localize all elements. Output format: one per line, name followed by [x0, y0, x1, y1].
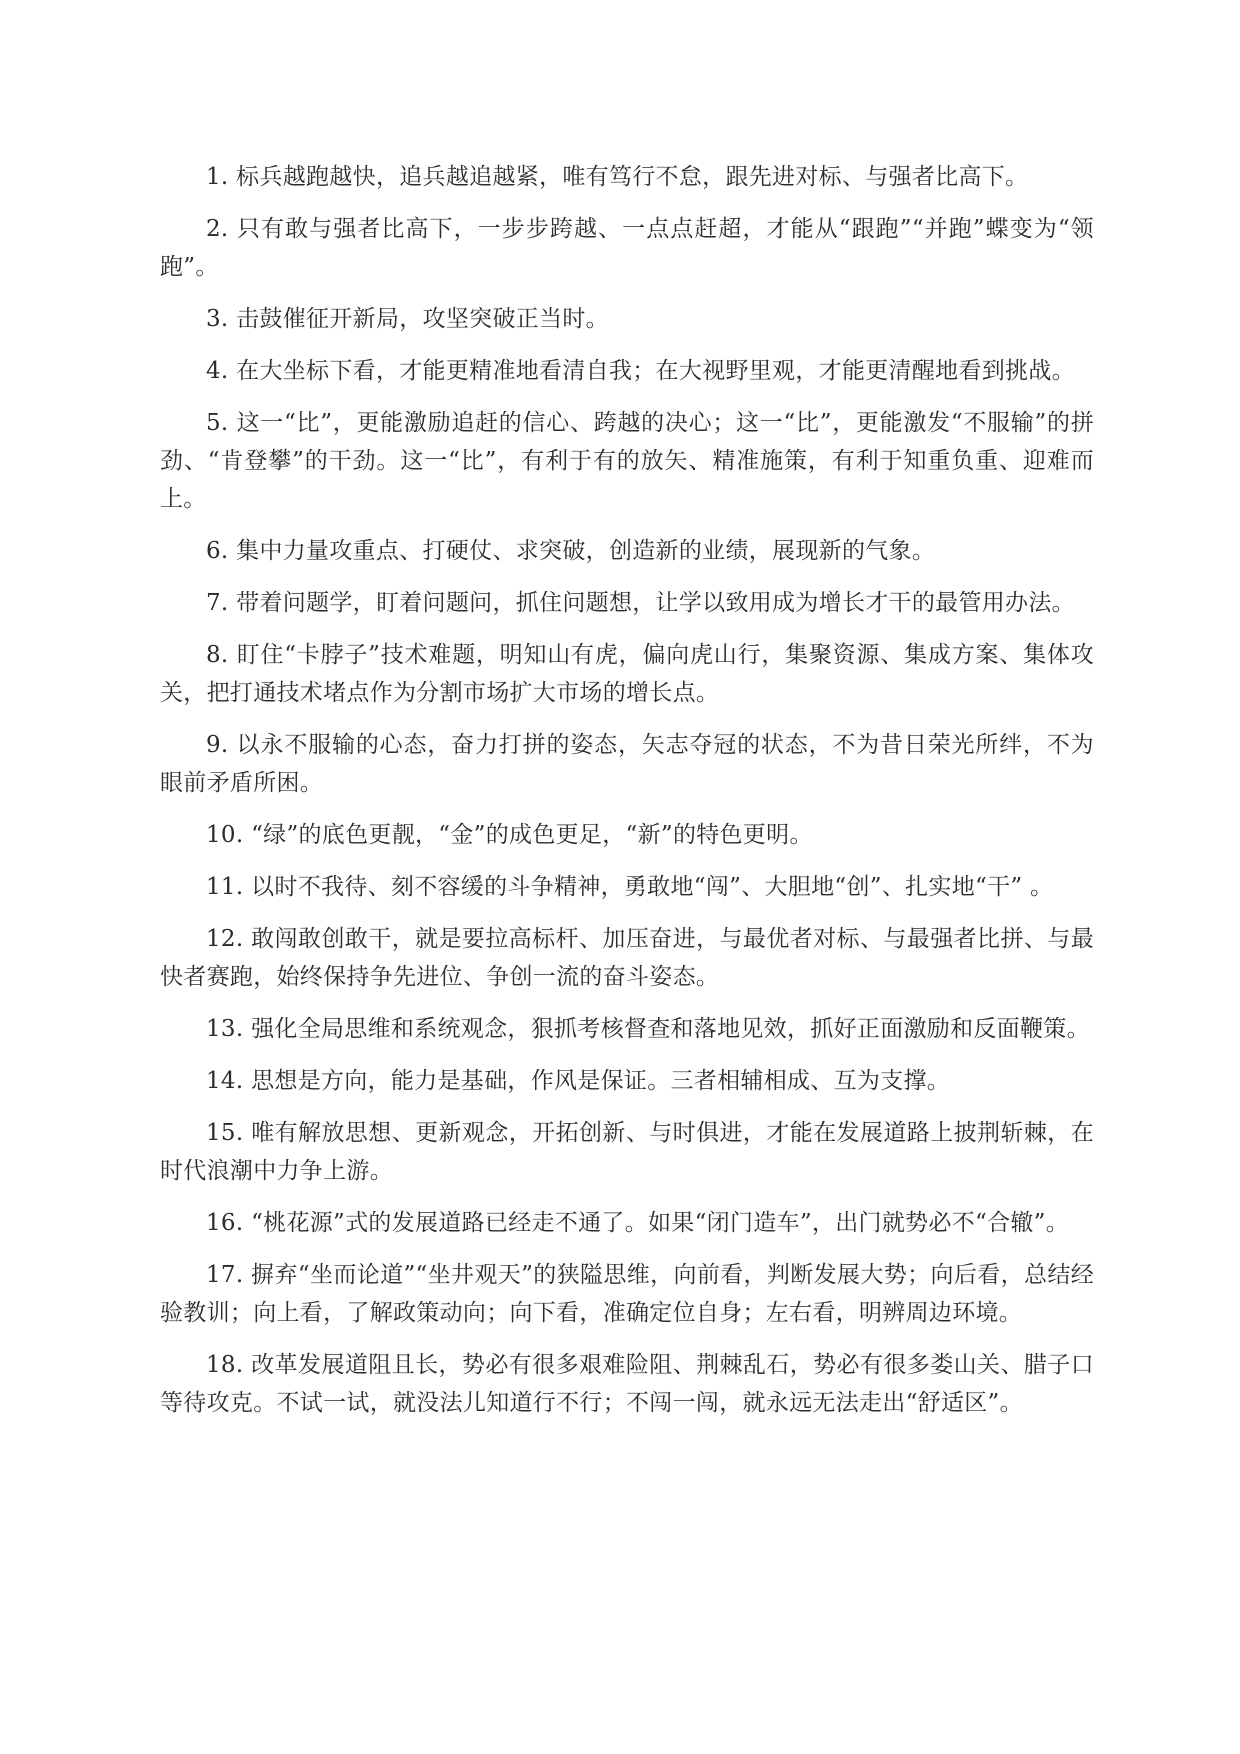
paragraph-17: 17. 摒弃“坐而论道”“坐井观天”的狭隘思维，向前看，判断发展大势；向后看，总结经验教训；向上看，了解政策动向；向下看，准确定位自身；左右看，明辨周边环境。 [160, 1262, 1094, 1326]
paragraph-9: 9. 以永不服输的心态，奋力打拼的姿态，矢志夺冠的状态，不为昔日荣光所绊，不为眼前矛盾所困。 [160, 732, 1094, 796]
paragraph-5: 5. 这一“比”，更能激励追赶的信心、跨越的决心；这一“比”，更能激发“不服输”的拼劲、“肯登攀”的干劲。这一“比”，有利于有的放矢、精准施策，有利于知重负重、迎难而上。 [160, 410, 1094, 512]
paragraph-10: 10. “绿”的底色更靓，“金”的成色更足，“新”的特色更明。 [206, 822, 813, 848]
paragraph-14: 14. 思想是方向，能力是基础，作风是保证。三者相辅相成、互为支撑。 [206, 1068, 951, 1094]
paragraph-18: 18. 改革发展道阻且长，势必有很多艰难险阻、荆棘乱石，势必有很多娄山关、腊子口等待攻克。不试一试，就没法儿知道行不行；不闯一闯，就永远无法走出“舒适区”。 [160, 1352, 1094, 1416]
paragraph-12: 12. 敢闯敢创敢干，就是要拉高标杆、加压奋进，与最优者对标、与最强者比拼、与最快者赛跑，始终保持争先进位、争创一流的奋斗姿态。 [160, 926, 1094, 990]
paragraph-15: 15. 唯有解放思想、更新观念，开拓创新、与时俱进，才能在发展道路上披荆斩棘，在时代浪潮中力争上游。 [160, 1120, 1094, 1184]
paragraph-7: 7. 带着问题学，盯着问题问，抓住问题想，让学以致用成为增长才干的最管用办法。 [206, 590, 1075, 616]
paragraph-4: 4. 在大坐标下看，才能更精准地看清自我；在大视野里观，才能更清醒地看到挑战。 [206, 358, 1075, 384]
paragraph-8: 8. 盯住“卡脖子”技术难题，明知山有虎，偏向虎山行，集聚资源、集成方案、集体攻关，把打通技术堵点作为分割市场扩大市场的增长点。 [160, 642, 1094, 706]
paragraph-2: 2. 只有敢与强者比高下，一步步跨越、一点点赶超，才能从“跟跑”“并跑”蝶变为“领跑”。 [160, 216, 1094, 280]
paragraph-11: 11. 以时不我待、刻不容缓的斗争精神，勇敢地“闯”、大胆地“创”、扎实地“干” 。 [206, 874, 1054, 900]
paragraph-1: 1. 标兵越跑越快，追兵越追越紧，唯有笃行不怠，跟先进对标、与强者比高下。 [206, 164, 1029, 190]
paragraph-16: 16. “桃花源”式的发展道路已经走不通了。如果“闭门造车”，出门就势必不“合辙”。 [206, 1210, 1070, 1236]
paragraph-6: 6. 集中力量攻重点、打硬仗、求突破，创造新的业绩，展现新的气象。 [206, 538, 936, 564]
paragraph-13: 13. 强化全局思维和系统观念，狠抓考核督查和落地见效，抓好正面激励和反面鞭策。 [206, 1016, 1090, 1042]
paragraph-3: 3. 击鼓催征开新局，攻坚突破正当时。 [206, 306, 609, 332]
document-body [160, 158, 1094, 1436]
